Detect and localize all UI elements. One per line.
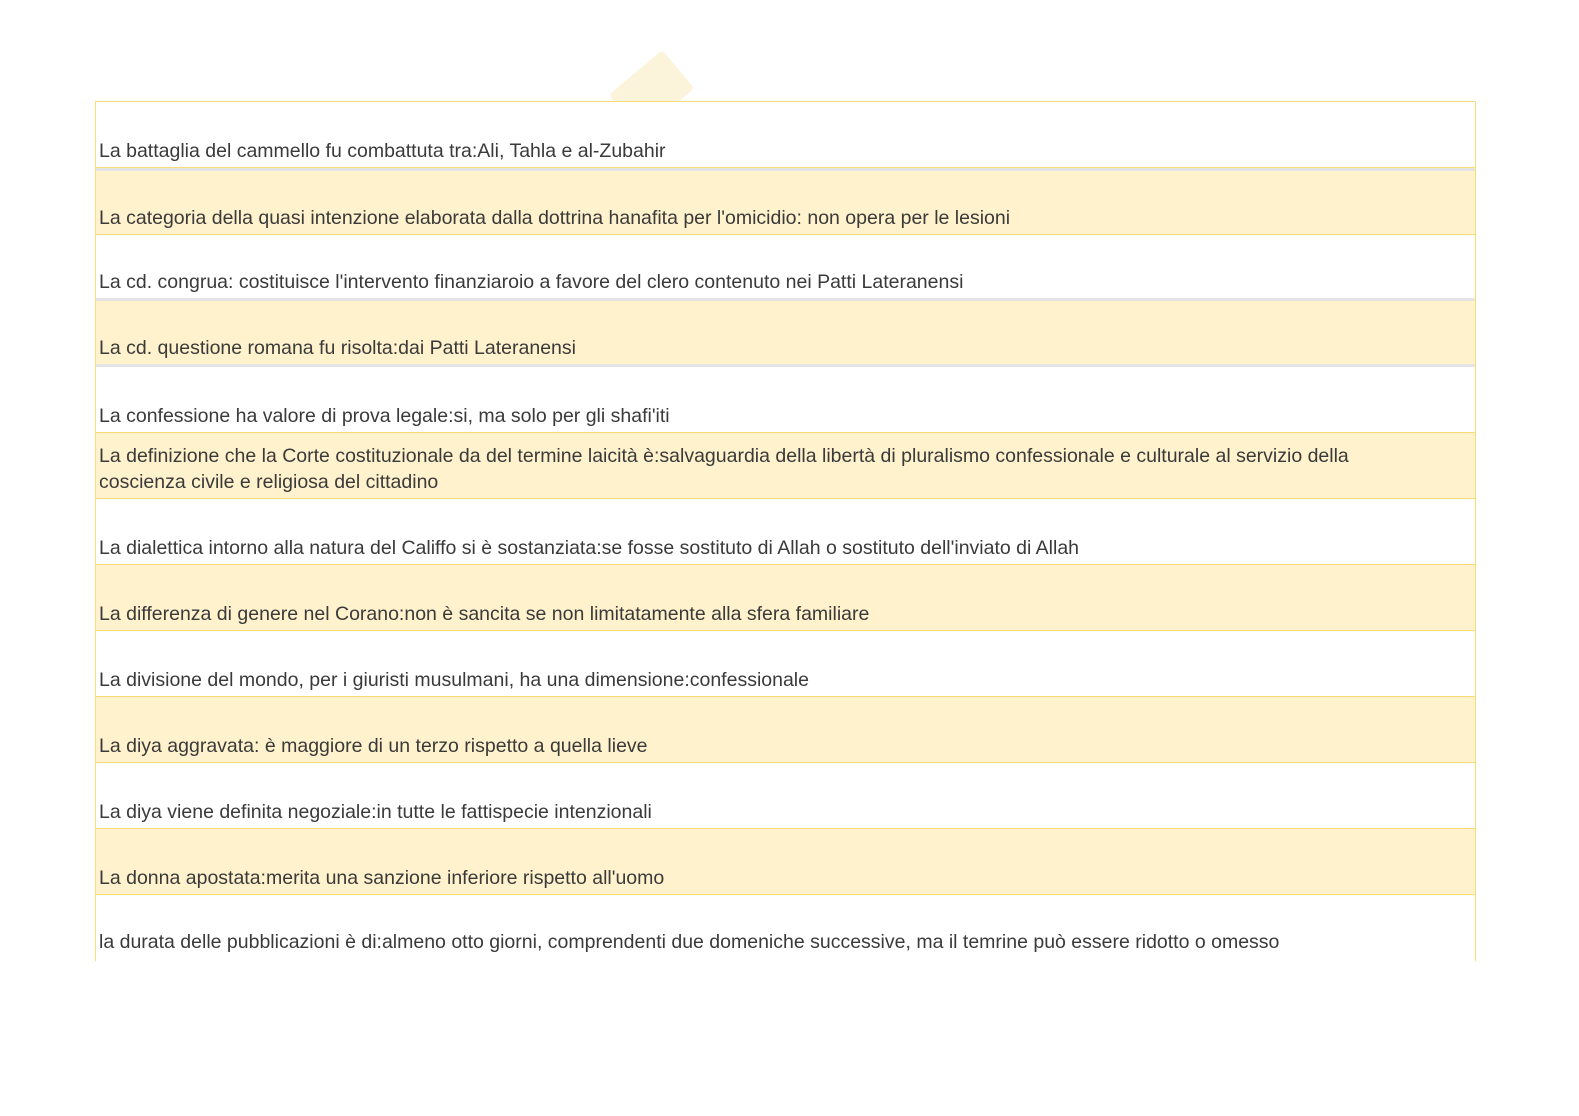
row-text: La confessione ha valore di prova legale:si, ma solo per gli shafi'iti [99, 405, 670, 427]
table-row [96, 301, 1475, 367]
table-row [96, 697, 1475, 763]
table-row [96, 763, 1475, 829]
table-row [96, 102, 1475, 168]
row-text: La battaglia del cammello fu combattuta tra:Ali, Tahla e al-Zubahir [99, 140, 666, 162]
table-row [96, 433, 1475, 499]
table-row [96, 367, 1475, 433]
table-row [96, 565, 1475, 631]
row-text: La definizione che la Corte costituzionale da del termine laicità è:salvaguardia della libertà di pluralismo confessionale e culturale al servizio della coscienza civile e religiosa del cittadino [99, 445, 1349, 493]
row-text: La categoria della quasi intenzione elaborata dalla dottrina hanafita per l'omicidio: non opera per le lesioni [99, 207, 1011, 229]
table-row [96, 631, 1475, 697]
table-row [96, 168, 1475, 235]
row-text: la durata delle pubblicazioni è di:almeno otto giorni, comprendenti due domeniche successive, ma il temrine può essere ridotto o omesso [99, 931, 1280, 953]
table-row [96, 829, 1475, 895]
row-text: La diya viene definita negoziale:in tutte le fattispecie intenzionali [99, 801, 652, 823]
table-row [96, 235, 1475, 301]
table-row [96, 499, 1475, 565]
row-text: La cd. questione romana fu risolta:dai Patti Lateranensi [99, 337, 576, 359]
row-text: La diya aggravata: è maggiore di un terzo rispetto a quella lieve [99, 735, 648, 757]
row-text: La divisione del mondo, per i giuristi musulmani, ha una dimensione:confessionale [99, 669, 809, 691]
qa-table [95, 101, 1476, 961]
row-text: La cd. congrua: costituisce l'intervento finanziaroio a favore del clero contenuto nei Patti Lateranensi [99, 271, 964, 293]
table-row [96, 895, 1475, 961]
row-text: La differenza di genere nel Corano:non è sancita se non limitatamente alla sfera familiare [99, 603, 870, 625]
row-text: La dialettica intorno alla natura del Califfo si è sostanziata:se fosse sostituto di Allah o sostituto dell'inviato di Allah [99, 537, 1080, 559]
row-text: La donna apostata:merita una sanzione inferiore rispetto all'uomo [99, 867, 665, 889]
